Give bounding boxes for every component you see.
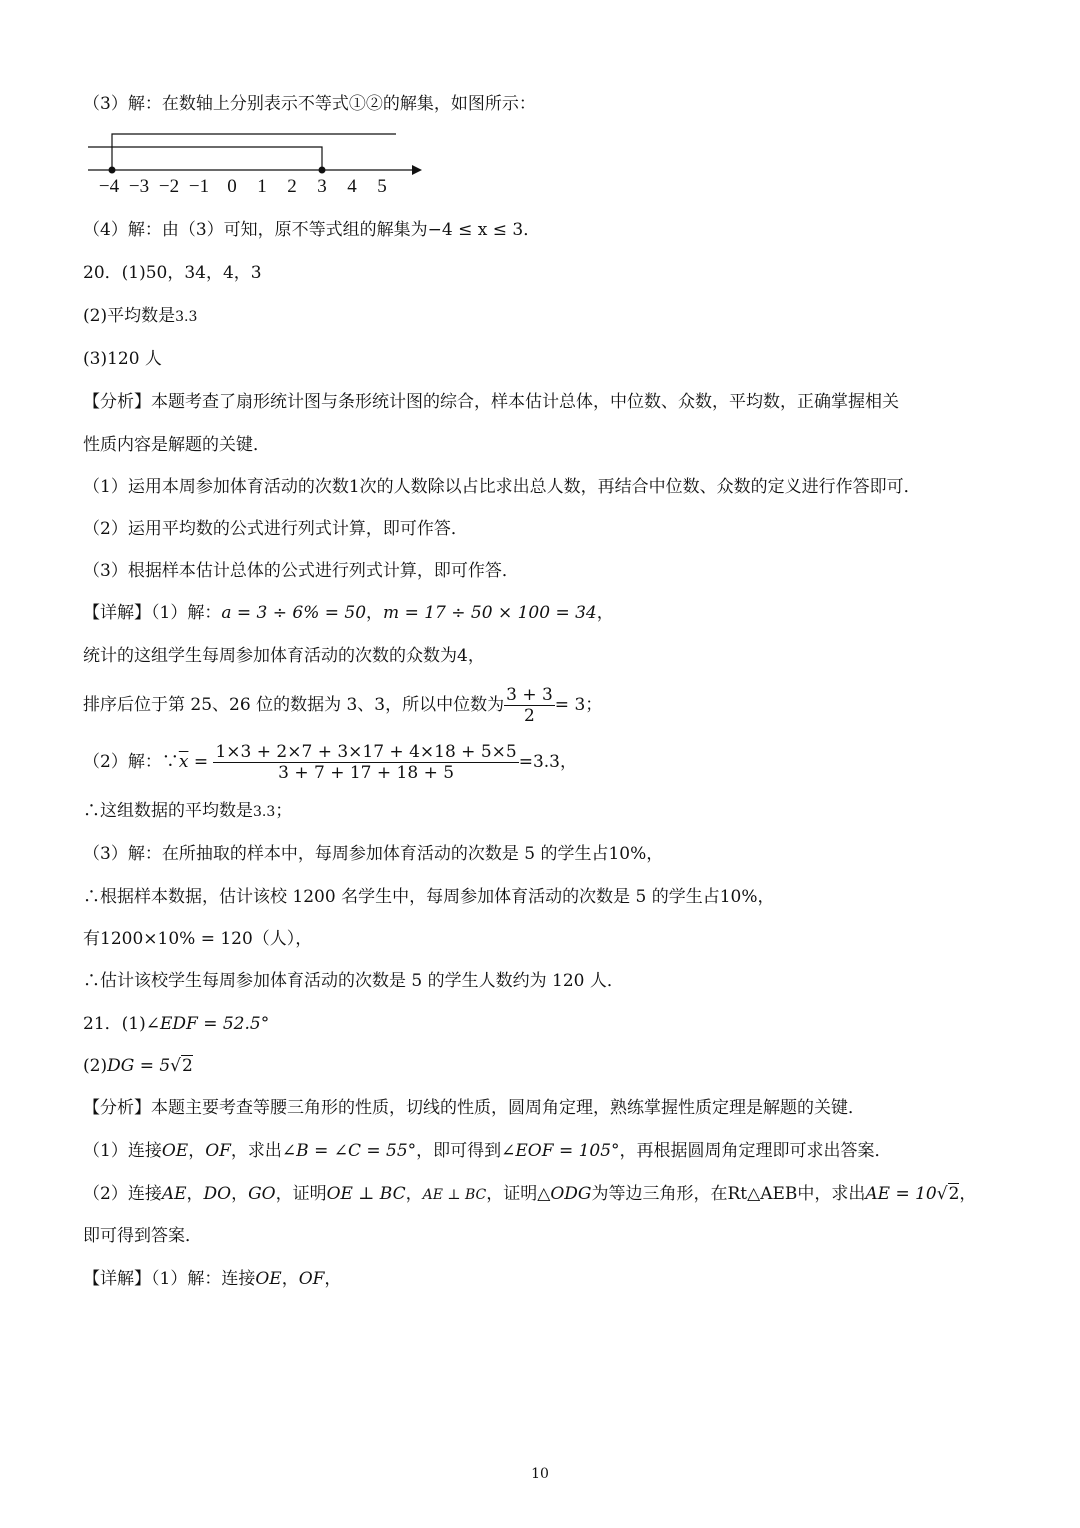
q20-answer-2-label: (2)平均数是 xyxy=(83,306,176,326)
q21-answer-2: (2)DG = 5√2 xyxy=(83,1056,193,1076)
q21-detail-1-a: 【详解】（1）解：连接 xyxy=(83,1269,256,1289)
q19-part3-text: （3）解：在数轴上分别表示不等式①②的解集，如图所示： xyxy=(83,94,536,114)
q20-step2: （2）运用平均数的公式进行列式计算，即可作答． xyxy=(83,519,468,539)
number-line-tick-label: 0 xyxy=(227,176,237,197)
q20-answers: 20．(1)50，34，4，3 xyxy=(83,263,262,283)
q20-answer-3: (3)120 人 xyxy=(83,349,162,369)
q19-part4 xyxy=(83,222,540,239)
q21-step2-b: ，证明 xyxy=(275,1184,327,1204)
right-triangle-aeb: Rt△AEB xyxy=(727,1184,798,1204)
segment-oe: OE xyxy=(255,1269,282,1289)
q21-answer-2-math: DG = 5 xyxy=(107,1056,171,1076)
q21-step2-a: （2）连接 xyxy=(83,1184,162,1204)
perp-ae-bc: AE ⊥ BC xyxy=(422,1187,487,1203)
q21-detail-1 xyxy=(83,1271,341,1288)
q20-detail-3-prefix: 排序后位于第 25、26 位的数据为 3、3，所以中位数为 xyxy=(83,695,505,715)
median-fraction xyxy=(504,685,555,727)
comma: ， xyxy=(281,1269,299,1289)
segment-do: DO xyxy=(203,1184,232,1204)
q20-detail-4: （2）解：$\because\overline{x}$ = $\frac{1\times 3 + 2\times 7 + 3\times 17 + 4\times 18 + 5\times 5}{3 + 7 + 17 + 18 + 5}$ =3.3， xyxy=(83,741,577,783)
q21-step2-f: ， xyxy=(959,1184,977,1204)
comma: ， xyxy=(324,1269,342,1289)
q19-part4-suffix: ． xyxy=(523,220,541,240)
q21-answer-2-radicand: 2 xyxy=(182,1056,193,1076)
q20-detail-5-value: 3.3 xyxy=(253,804,276,820)
number-line-arrow xyxy=(412,165,422,175)
segment-of: OF xyxy=(205,1141,231,1161)
segment-ae: AE xyxy=(161,1184,187,1204)
q20-detail-8: 有1200×10% = 120（人）， xyxy=(83,929,313,949)
perp-oe-bc: OE ⊥ BC xyxy=(326,1184,406,1204)
q19-part4-prefix: （4）解：由（3）可知，原不等式组的解集为 xyxy=(83,220,428,240)
comma: ， xyxy=(366,603,384,623)
q20-detail-5: ∴这组数据的平均数是3.3； xyxy=(83,801,293,821)
number-line-tick-label: 4 xyxy=(347,176,357,197)
ae-radicand: 2 xyxy=(948,1184,960,1204)
number-line-tick-label: 5 xyxy=(377,176,387,197)
q21-answer-1-math: ∠EDF = 52.5° xyxy=(145,1014,270,1034)
segment-oe: OE xyxy=(161,1141,189,1161)
q20-answer-2-value: 3.3 xyxy=(175,309,198,325)
triangle-odg: △ODG xyxy=(537,1184,592,1204)
q20-detail-3-suffix: = 3； xyxy=(554,695,603,715)
number-line-tick-label: 3 xyxy=(317,176,327,197)
q20-detail-4-suffix: =3.3， xyxy=(518,752,577,772)
page-number: 10 xyxy=(531,1466,549,1482)
number-line-figure xyxy=(80,124,425,200)
q21-step2-d: 为等边三角形，在 xyxy=(591,1184,728,1204)
q20-detail-6: （3）解：在所抽取的样本中，每周参加体育活动的次数是 5 的学生占10%， xyxy=(83,844,664,864)
ae-result: AE = 10 xyxy=(865,1184,937,1204)
q21-step1-d: ，即可得到 xyxy=(416,1141,502,1161)
mean-fraction xyxy=(213,742,518,784)
number-line-tick-label: −2 xyxy=(158,176,180,197)
q21-step2: （2）连接AE，DO，GO，证明OE ⊥ BC，AE ⊥ BC，证明△ODG为等边三角形，在Rt△AEB中，求出AE = 10√2， xyxy=(83,1184,977,1204)
q20-detail-1-math-m: m = 17 ÷ 50 × 100 = 34 xyxy=(383,603,597,623)
segment-go: GO xyxy=(248,1184,276,1204)
q20-detail-2: 统计的这组学生每周参加体育活动的次数的众数为4， xyxy=(83,646,485,666)
mean-symbol: $\overline{x}$ xyxy=(178,752,189,772)
number-line-tick-label: −1 xyxy=(188,176,210,197)
q20-detail-4-prefix: （2）解：∵ xyxy=(83,752,179,772)
q21-step2-c: ，证明 xyxy=(486,1184,538,1204)
q20-analysis-line1: 【分析】本题考查了扇形统计图与条形统计图的综合，样本估计总体，中位数、众数，平均数，正确掌握相关 xyxy=(83,392,899,412)
median-denominator: 2 xyxy=(524,706,535,726)
comma: ， xyxy=(186,1184,204,1204)
comma: ， xyxy=(596,603,614,623)
median-numerator: 3 + 3 xyxy=(506,684,553,705)
solution-set-2-line xyxy=(88,147,322,170)
angle-b-c: ∠B = ∠C = 55° xyxy=(281,1141,417,1161)
mean-numerator: 1×3 + 2×7 + 3×17 + 4×18 + 5×5 xyxy=(215,741,517,762)
endpoint-minus4 xyxy=(109,167,116,174)
q21-step2-e: 中，求出 xyxy=(797,1184,866,1204)
q20-step1: （1）运用本周参加体育活动的次数1次的人数除以占比求出总人数，再结合中位数、众数的定义进行作答即可． xyxy=(83,477,921,497)
q21-answer-1-prefix: 21．(1) xyxy=(83,1014,146,1034)
endpoint-3 xyxy=(319,167,326,174)
q20-detail-5-text: ∴这组数据的平均数是 xyxy=(83,801,253,821)
q20-detail-1-math-a: a = 3 ÷ 6% = 50 xyxy=(221,603,367,623)
q21-analysis: 【分析】本题主要考查等腰三角形的性质，切线的性质，圆周角定理，熟练掌握性质定理是解题的关键． xyxy=(83,1098,865,1118)
segment-of: OF xyxy=(298,1269,325,1289)
q20-detail-1-prefix: 【详解】（1）解： xyxy=(83,603,222,623)
q20-analysis-line2: 性质内容是解题的关键． xyxy=(83,435,270,455)
q21-step1-a: （1）连接 xyxy=(83,1141,162,1161)
q21-step2-line2: 即可得到答案． xyxy=(83,1226,202,1246)
number-line-tick-label: 1 xyxy=(257,176,267,197)
q21-step1-b: ， xyxy=(188,1141,206,1161)
comma: ， xyxy=(405,1184,423,1204)
q20-detail-1 xyxy=(83,605,614,622)
number-line-tick-label: −3 xyxy=(128,176,150,197)
q20-detail-7: ∴根据样本数据，估计该校 1200 名学生中，每周参加体育活动的次数是 5 的学生占10%， xyxy=(83,887,775,907)
q20-step3: （3）根据样本估计总体的公式进行列式计算，即可作答． xyxy=(83,561,519,581)
number-line-tick-label: 2 xyxy=(287,176,297,197)
q21-step1 xyxy=(83,1143,892,1160)
q20-detail-9: ∴估计该校学生每周参加体育活动的次数是 5 的学生人数约为 120 人． xyxy=(83,971,624,991)
q21-step1-e: ，再根据圆周角定理即可求出答案． xyxy=(619,1141,892,1161)
angle-eof: ∠EOF = 105° xyxy=(501,1141,620,1161)
comma: ， xyxy=(231,1184,249,1204)
q20-detail-3 xyxy=(83,683,602,727)
q21-step1-c: ，求出 xyxy=(230,1141,282,1161)
q20-answer-2 xyxy=(83,308,197,325)
q19-part4-math: −4 ≤ x ≤ 3 xyxy=(427,220,524,240)
solution-set-1-line xyxy=(112,134,396,170)
mean-denominator: 3 + 7 + 17 + 18 + 5 xyxy=(278,763,455,783)
number-line-tick-label: −4 xyxy=(98,176,120,197)
q21-answer-2-prefix: (2) xyxy=(83,1056,108,1076)
q21-answer-1 xyxy=(83,1016,269,1033)
